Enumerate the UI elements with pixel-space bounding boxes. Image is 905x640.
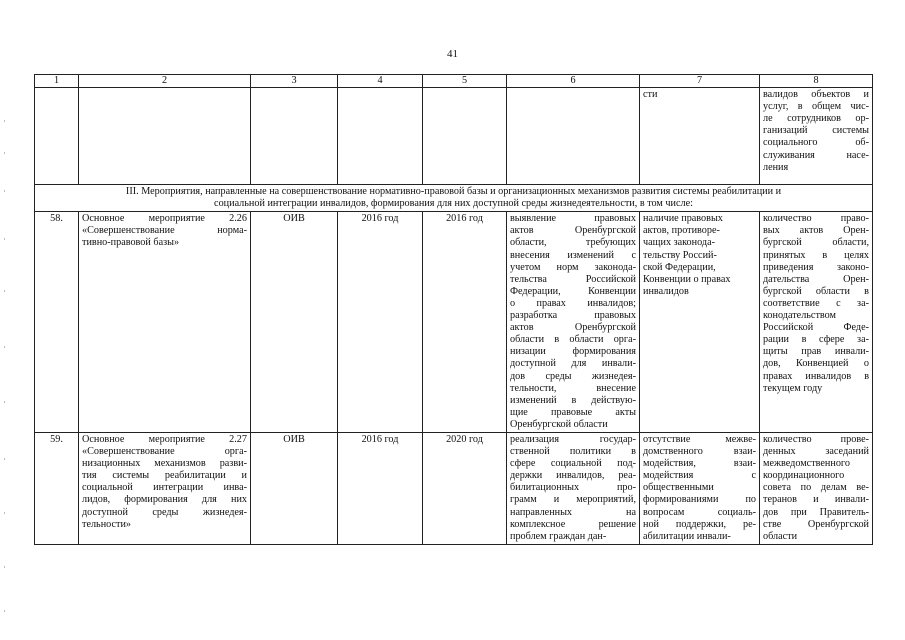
- cell-text-line: комплексное решение: [510, 518, 636, 530]
- table-cell: [338, 88, 423, 185]
- cell-text-line: социальной интеграции инва-: [82, 482, 247, 494]
- cell-text-line: Конвенции о правах: [643, 273, 731, 285]
- result-cell: [640, 212, 760, 433]
- cell-text-line: Российской Феде-: [763, 322, 869, 334]
- cell-text-line: актов, противоре-: [643, 225, 720, 237]
- cell-text-line: дов среды жизнедея-: [510, 370, 636, 382]
- column-number: 8: [760, 75, 873, 88]
- continued-indicator-cell: [760, 88, 873, 185]
- column-number: 7: [640, 75, 760, 88]
- cell-text-line: бургской области в: [763, 285, 869, 297]
- column-number: 4: [338, 75, 423, 88]
- cell-text-line: социального об-: [763, 137, 869, 149]
- cell-text-line: низационных механизмов разви-: [82, 458, 247, 470]
- cell-text-line: ной поддержки, ре-: [643, 518, 756, 530]
- cell-text-line: отсутствие межве-: [643, 433, 756, 445]
- row-number: 59.: [35, 432, 79, 544]
- cell-text-line: держки инвалидов, реа-: [510, 470, 636, 482]
- page-number: 41: [447, 48, 458, 60]
- cell-text-line: совета по делам ве-: [763, 482, 869, 494]
- cell-text-line: координационного: [763, 470, 845, 482]
- cell-text-line: правах инвалидов в: [763, 370, 869, 382]
- program-table: [34, 74, 873, 545]
- indicator-cell: [760, 212, 873, 433]
- cell-text-line: валидов объектов и: [763, 89, 869, 101]
- cell-text-line: разработка правовых: [510, 310, 636, 322]
- cell-text-line: абилитации инвали-: [643, 530, 731, 542]
- row-number: 58.: [35, 212, 79, 433]
- column-number: 5: [423, 75, 507, 88]
- cell-text-line: внесения изменений с: [510, 249, 636, 261]
- cell-text-line: соответствие с за-: [763, 297, 869, 309]
- cell-text-line: служивания насе-: [763, 149, 869, 161]
- cell-text-line: тельности»: [82, 518, 132, 530]
- table-cell: [79, 88, 251, 185]
- cell-text-line: ганизаций системы: [763, 125, 869, 137]
- cell-text-line: тельности, внесение: [510, 382, 636, 394]
- cell-text-line: ственной политики в: [510, 446, 636, 458]
- cell-text-line: ле сотрудников ор-: [763, 113, 869, 125]
- table-cell: [251, 88, 338, 185]
- cell-text-line: приведения законо-: [763, 261, 869, 273]
- cell-text-line: сфере социальной под-: [510, 458, 636, 470]
- table-row: [35, 432, 873, 544]
- executor-cell: ОИВ: [251, 212, 338, 433]
- cell-text-line: Основное мероприятие 2.27: [82, 433, 247, 445]
- cell-text-line: «Совершенствование орга-: [82, 446, 247, 458]
- start-year-cell: 2016 год: [338, 212, 423, 433]
- column-number-row: [35, 75, 873, 88]
- cell-text-line: изменений в действую-: [510, 394, 636, 406]
- section-heading: [35, 185, 873, 212]
- cell-text-line: чащих законода-: [643, 237, 716, 249]
- cell-text-line: щиты прав инвали-: [763, 346, 869, 358]
- continued-row: [35, 88, 873, 185]
- cell-text-line: тивно-правовой базы»: [82, 237, 180, 249]
- cell-text-line: стве Оренбургской: [763, 518, 869, 530]
- cell-text-line: выявление правовых: [510, 213, 636, 225]
- measure-name-cell: [79, 212, 251, 433]
- executor-cell: ОИВ: [251, 432, 338, 544]
- cell-text-line: тельства Российской: [510, 273, 636, 285]
- section-heading-row: [35, 185, 873, 212]
- cell-text-line: области в области орга-: [510, 334, 636, 346]
- cell-text-line: направленных на: [510, 506, 636, 518]
- cell-text-line: области, требующих: [510, 237, 636, 249]
- column-number: 6: [507, 75, 640, 88]
- cell-text-line: домственного взаи-: [643, 446, 756, 458]
- cell-text-line: грамм и мероприятий,: [510, 494, 636, 506]
- cell-text-line: дательства Орен-: [763, 273, 869, 285]
- cell-text-line: конодательством: [763, 310, 836, 322]
- content-cell: [507, 212, 640, 433]
- table-cell: [423, 88, 507, 185]
- table-cell: [507, 88, 640, 185]
- end-year-cell: 2016 год: [423, 212, 507, 433]
- cell-text-line: «Совершенствование норма-: [82, 225, 247, 237]
- scan-margin-marks: [4, 120, 6, 620]
- cell-text-line: дов при Правитель-: [763, 506, 869, 518]
- cell-text-line: ской Федерации,: [643, 261, 716, 273]
- cell-text-line: общественными: [643, 482, 714, 494]
- continued-result-cell: [640, 88, 760, 185]
- cell-text-line: инвалидов: [643, 285, 689, 297]
- cell-text-line: реализация государ-: [510, 433, 636, 445]
- cell-text-line: учетом норм законода-: [510, 261, 636, 273]
- section-heading-line: III. Мероприятия, направленные на совершенствование нормативно-правовой базы и организационных механизмов развития системы реабилитации и: [125, 186, 782, 198]
- cell-text-line: доступной среды жизнедея-: [82, 506, 247, 518]
- cell-text-line: лидов, формирования для них: [82, 494, 247, 506]
- column-number: 3: [251, 75, 338, 88]
- cell-text-line: бургской области,: [763, 237, 869, 249]
- cell-text-line: билитационных про-: [510, 482, 636, 494]
- cell-text-line: о правах инвалидов;: [510, 297, 636, 309]
- cell-text-line: вых актов Орен-: [763, 225, 869, 237]
- cell-text-line: услуг, в общем чис-: [763, 101, 869, 113]
- cell-text-line: межведомственного: [763, 458, 850, 470]
- cell-text-line: текущем году: [763, 382, 823, 394]
- column-number: 2: [79, 75, 251, 88]
- cell-text-line: вопросам социаль-: [643, 506, 756, 518]
- cell-text-line: низации формирования: [510, 346, 636, 358]
- end-year-cell: 2020 год: [423, 432, 507, 544]
- cell-text-line: тия системы реабилитации и: [82, 470, 247, 482]
- cell-text-line: Федерации, Конвенции: [510, 285, 636, 297]
- measure-name-cell: [79, 432, 251, 544]
- cell-text-line: щие правовые акты: [510, 406, 636, 418]
- cell-text-line: принятых в целях: [763, 249, 869, 261]
- cell-text-line: количество право-: [763, 213, 869, 225]
- cell-text-line: денных заседаний: [763, 446, 869, 458]
- cell-text-line: Оренбургской области: [510, 418, 608, 430]
- cell-text-line: модействия, взаи-: [643, 458, 756, 470]
- cell-text-line: сти: [643, 89, 658, 101]
- cell-text-line: области: [763, 530, 798, 542]
- cell-text-line: тельству Россий-: [643, 249, 717, 261]
- column-number: 1: [35, 75, 79, 88]
- cell-text-line: модействия с: [643, 470, 756, 482]
- cell-text-line: Основное мероприятие 2.26: [82, 213, 247, 225]
- table-row: [35, 212, 873, 433]
- table-cell: [35, 88, 79, 185]
- cell-text-line: ления: [763, 161, 789, 173]
- cell-text-line: наличие правовых: [643, 213, 723, 225]
- cell-text-line: актов Оренбургской: [510, 322, 636, 334]
- content-cell: [507, 432, 640, 544]
- cell-text-line: теранов и инвали-: [763, 494, 869, 506]
- cell-text-line: формированиями по: [643, 494, 756, 506]
- section-heading-line: социальной интеграции инвалидов, формирования для них доступной среды жизнедеятельности, в том числе:: [214, 198, 693, 210]
- cell-text-line: актов Оренбургской: [510, 225, 636, 237]
- indicator-cell: [760, 432, 873, 544]
- start-year-cell: 2016 год: [338, 432, 423, 544]
- result-cell: [640, 432, 760, 544]
- cell-text-line: дов, Конвенцией о: [763, 358, 869, 370]
- cell-text-line: количество прове-: [763, 433, 869, 445]
- cell-text-line: проблем граждан дан-: [510, 530, 607, 542]
- cell-text-line: рации в сфере за-: [763, 334, 869, 346]
- cell-text-line: доступной для инвали-: [510, 358, 636, 370]
